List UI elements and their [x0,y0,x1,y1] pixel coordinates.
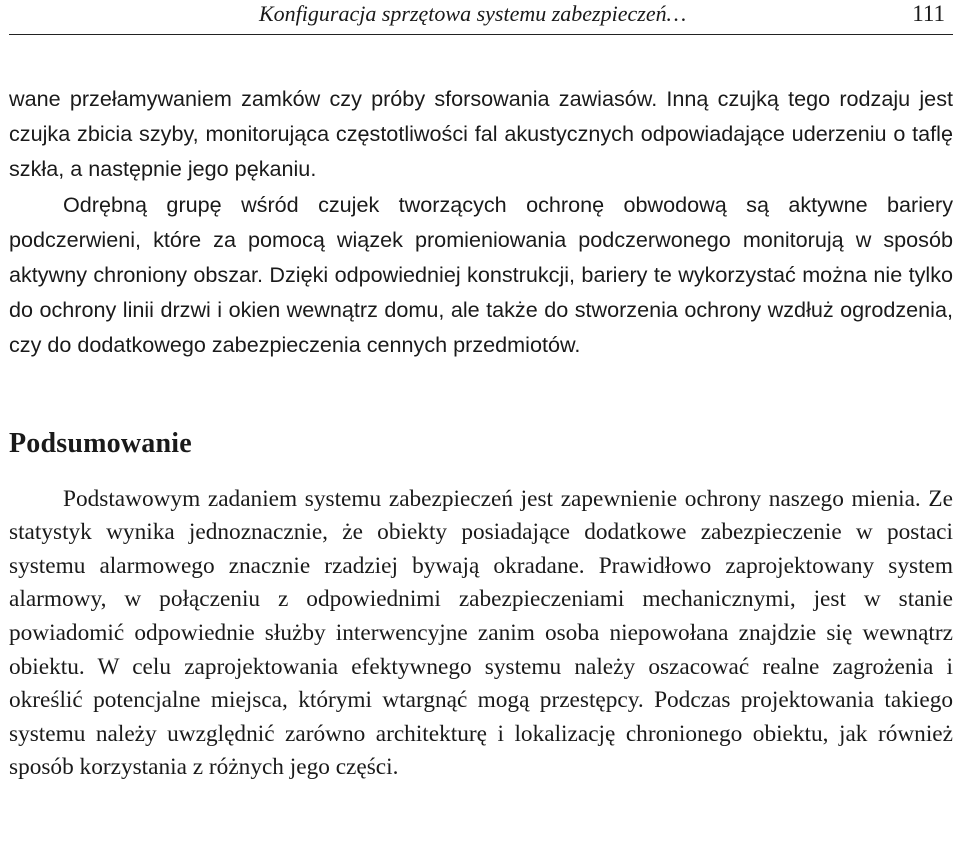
body-paragraph: wane przełamywaniem zamków czy próby sforsowania zawiasów. Inną czujką tego rodzaju jest czujka zbicia szyby, monitorująca częstotliwości fal akustycznych odpowiadające uderzeniu o taflę szkła, a następnie jego pękaniu. [9,86,953,182]
section-heading: Podsumowanie [9,427,192,459]
page-number: 111 [912,1,945,26]
running-header [9,0,953,35]
body-paragraph: Podstawowym zadaniem systemu zabezpieczeń jest zapewnienie ochrony naszego mienia. Ze statystyk wynika jednoznacznie, że obiekty posiadające dodatkowe zabezpieczenie w postaci systemu alarmowego znacznie rzadziej bywają okradane. Prawidłowo zaprojektowany system alarmowy, w połączeniu z odpowiednimi zabezpieczeniami mechanicznymi, jest w stanie powiadomić odpowiednie służby interwencyjne zanim osoba niepowołana znajdzie się wewnątrz obiektu. W celu zaprojektowania efektywnego systemu należy oszacować realne zagrożenia i określić potencjalne miejsca, którymi wtargnąć mogą przestępcy. Podczas projektowania takiego systemu należy uwzględnić zarówno architekturę i lokalizację chronionego obiektu, jak również sposób korzystania z różnych jego części. [9,485,953,781]
document-page [9,0,953,785]
body-paragraph: Odrębną grupę wśród czujek tworzących ochronę obwodową są aktywne bariery podczerwieni, które za pomocą wiązek promieniowania podczerwonego monitorują w sposób aktywny chroniony obszar. Dzięki odpowiedniej konstrukcji, bariery te wykorzystać można nie tylko do ochrony linii drzwi i okien wewnątrz domu, ale także do stworzenia ochrony wzdłuż ogrodzenia, czy do dodatkowego zabezpieczenia cennych przedmiotów. [9,191,953,358]
running-title: Konfiguracja sprzętowa systemu zabezpieczeń… [259,1,687,26]
